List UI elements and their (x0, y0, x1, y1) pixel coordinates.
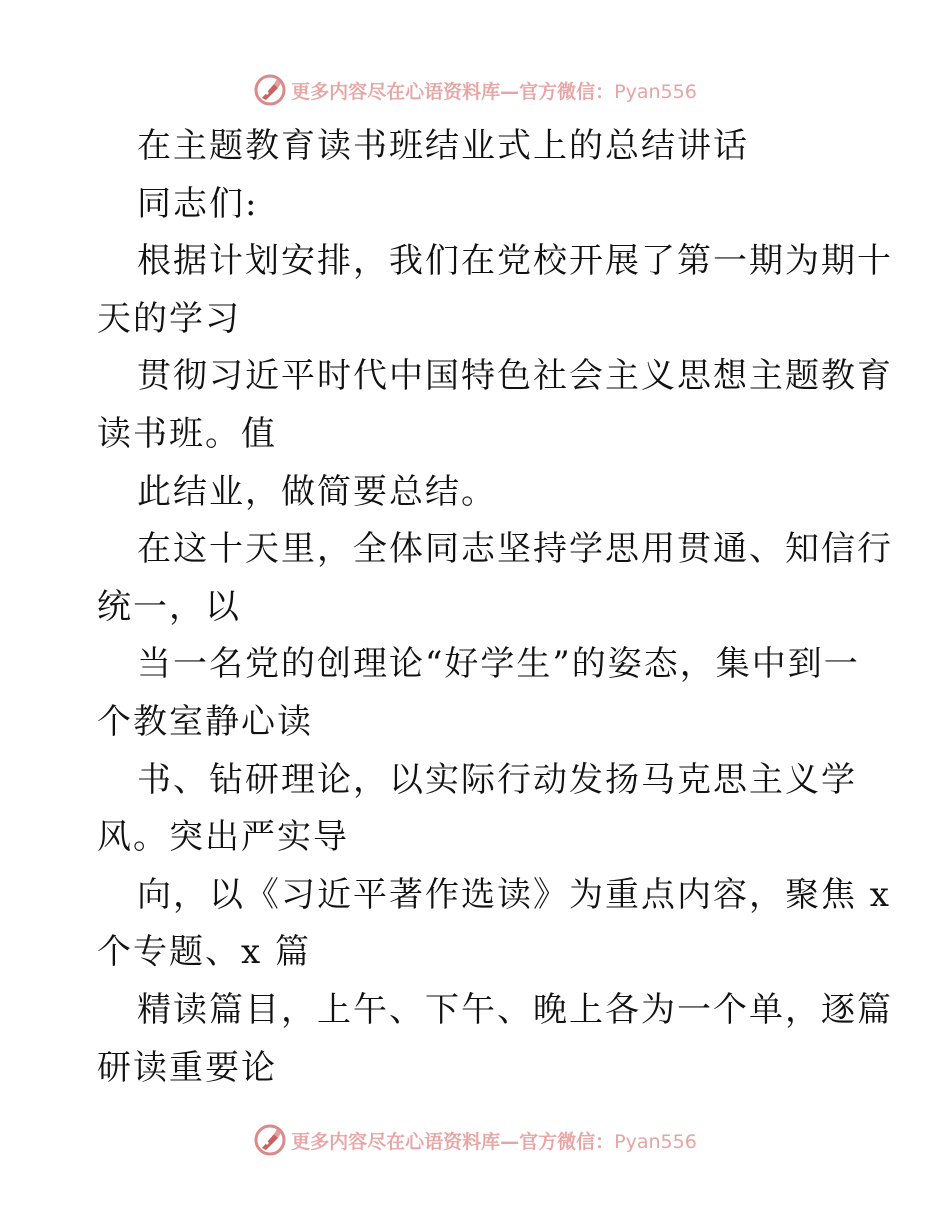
text-line: 精读篇目，上午、下午、晚上各为一个单，逐篇 (137, 989, 893, 1030)
text-line: 在这十天里，全体同志坚持学思用贯通、知信行 (137, 529, 893, 570)
text-line: 读书班。值 (97, 413, 277, 454)
text-line: 当一名党的创理论“好学生”的姿态，集中到一 (137, 644, 860, 685)
pen-nib-logo-icon (253, 73, 287, 107)
watermark-handle: Pyan556 (614, 1130, 697, 1153)
footer-watermark (0, 1120, 950, 1160)
text-line: 统一，以 (97, 586, 241, 627)
text-line: 风。突出严实导 (97, 817, 349, 858)
text-line: 此结业，做简要总结。 (137, 471, 497, 512)
text-line: 书、钻研理论，以实际行动发扬马克思主义学 (137, 759, 857, 800)
text-line: 研读重要论 (97, 1047, 277, 1088)
text-line: 向，以《习近平著作选读》为重点内容，聚焦 x (137, 874, 891, 915)
text-line: 个专题、x 篇 (97, 932, 311, 973)
text-line: 天的学习 (97, 298, 241, 339)
text-line: 根据计划安排，我们在党校开展了第一期为期十 (137, 241, 893, 282)
document-body (97, 118, 893, 1097)
watermark-text: 更多内容尽在心语资料库—官方微信：Pyan556 (291, 1130, 697, 1153)
watermark-text: 更多内容尽在心语资料库—官方微信：Pyan556 (291, 80, 697, 103)
header-watermark (0, 70, 950, 110)
document-title: 在主题教育读书班结业式上的总结讲话 (137, 126, 749, 166)
watermark-handle: Pyan556 (614, 80, 697, 103)
text-line: 个教室静心读 (97, 701, 313, 742)
pen-nib-logo-icon (253, 1123, 287, 1157)
salutation: 同志们: (137, 183, 259, 224)
text-line: 贯彻习近平时代中国特色社会主义思想主题教育 (137, 356, 893, 397)
